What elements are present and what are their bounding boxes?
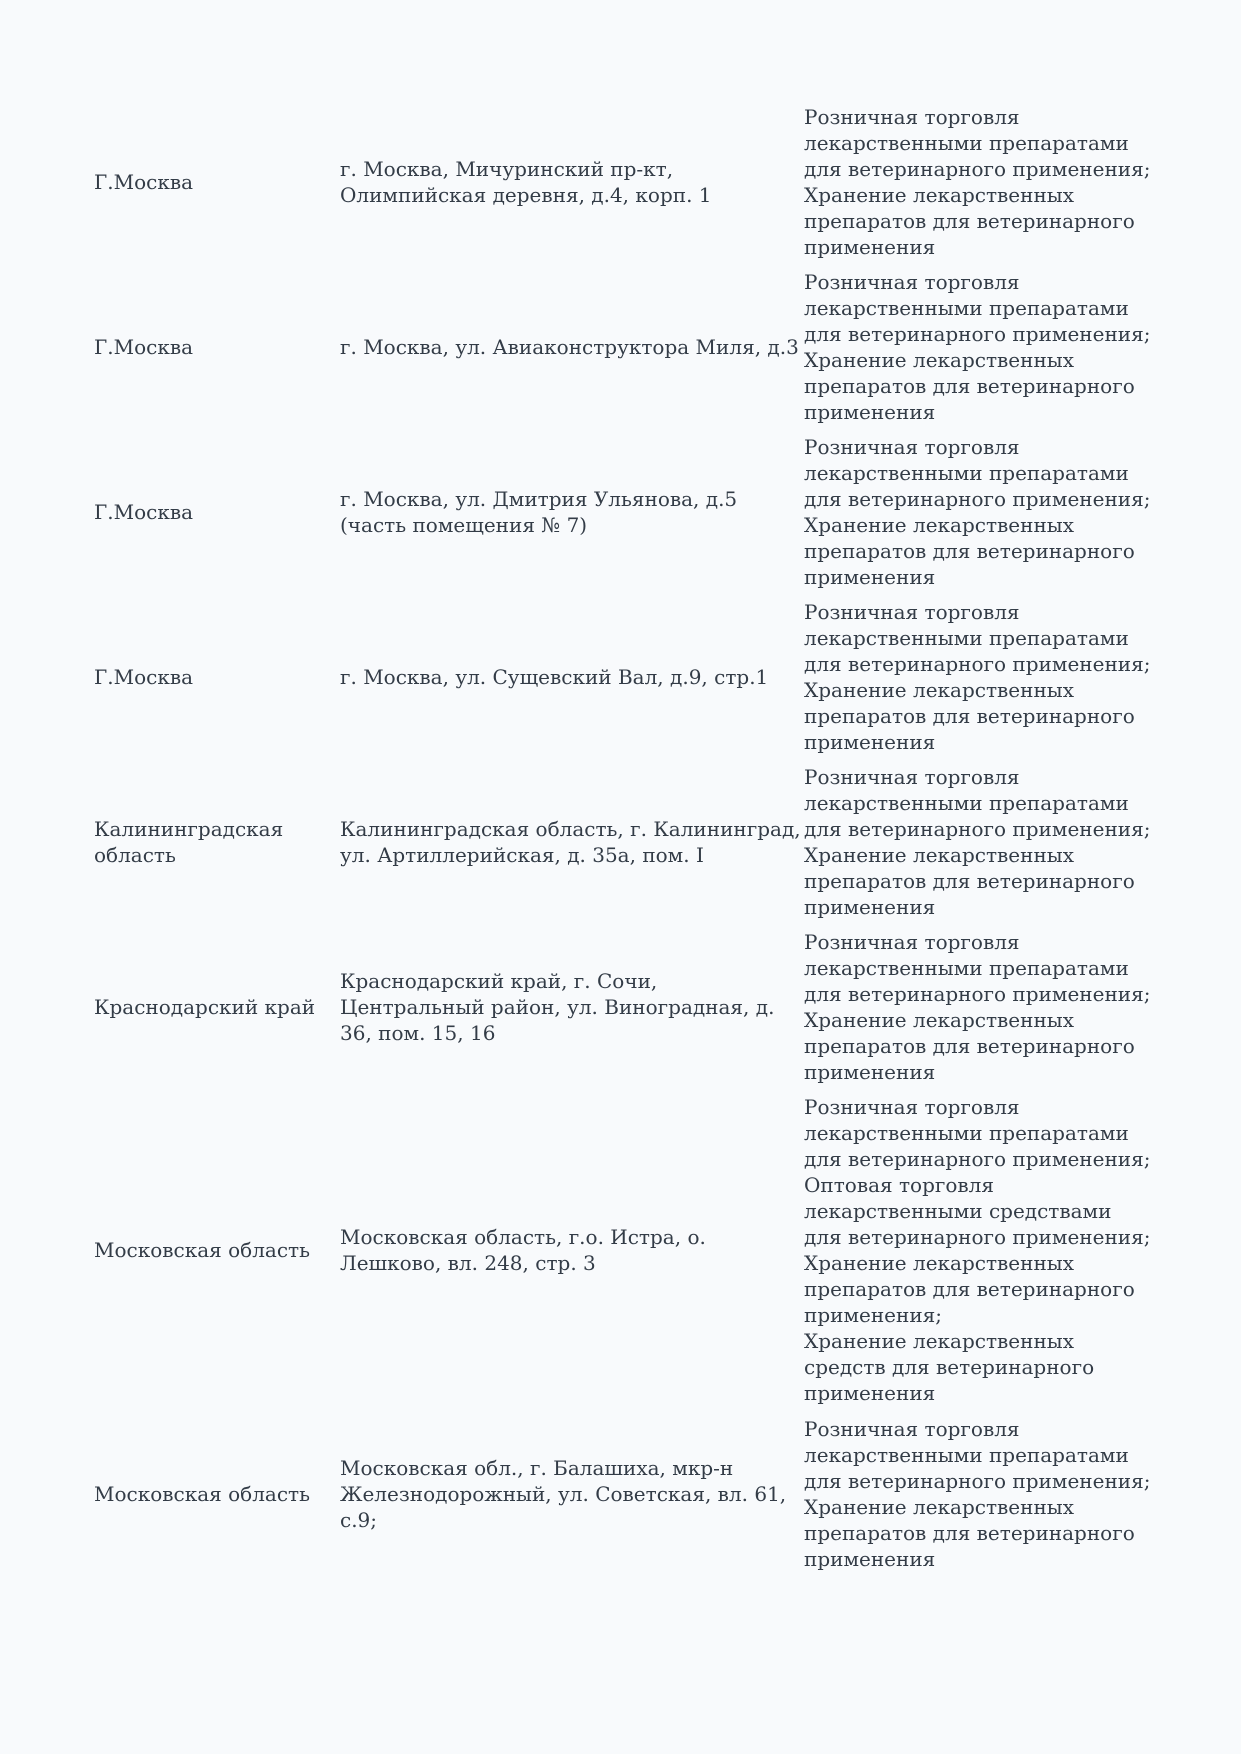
table-row bbox=[94, 1089, 1154, 1411]
region-cell: Г.Москва bbox=[94, 334, 194, 359]
address-cell: Московская обл., г. Балашиха, мкр-н Железнодорожный, ул. Советская, вл. 61, с.9; bbox=[340, 1455, 787, 1532]
activity-cell: Розничная торговля лекарственными препаратами для ветеринарного применения; Хранение лекарственных препаратов для ветеринарного применения bbox=[804, 104, 1151, 259]
address-cell: Калининградская область, г. Калининград, ул. Артиллерийская, д. 35а, пом. I bbox=[340, 816, 801, 867]
region-cell: Г.Москва bbox=[94, 169, 194, 194]
activity-cell: Розничная торговля лекарственными препаратами для ветеринарного применения; Хранение лекарственных препаратов для ветеринарного применения bbox=[804, 929, 1151, 1084]
region-cell: Г.Москва bbox=[94, 664, 194, 689]
address-cell: Краснодарский край, г. Сочи, Центральный район, ул. Виноградная, д. 36, пом. 15, 16 bbox=[340, 968, 775, 1045]
address-cell: г. Москва, ул. Сущевский Вал, д.9, стр.1 bbox=[340, 664, 769, 689]
activity-cell: Розничная торговля лекарственными препаратами для ветеринарного применения; Хранение лекарственных препаратов для ветеринарного применения bbox=[804, 434, 1151, 589]
address-cell: г. Москва, ул. Дмитрия Ульянова, д.5 (часть помещения № 7) bbox=[340, 486, 738, 537]
table-row bbox=[94, 924, 1154, 1089]
table-row bbox=[94, 264, 1154, 429]
licensed-locations-table bbox=[94, 99, 1154, 1576]
activity-cell: Розничная торговля лекарственными препаратами для ветеринарного применения; Оптовая торговля лекарственными средствами для ветеринарного применения; Хранение лекарственных препаратов для ветеринарного применения; Хранение лекарственных средств для ветеринарного применения bbox=[804, 1095, 1151, 1405]
activity-cell: Розничная торговля лекарственными препаратами для ветеринарного применения; Хранение лекарственных препаратов для ветеринарного применения bbox=[804, 764, 1151, 919]
table-row bbox=[94, 429, 1154, 594]
activity-cell: Розничная торговля лекарственными препаратами для ветеринарного применения; Хранение лекарственных препаратов для ветеринарного применения bbox=[804, 1416, 1151, 1571]
region-cell: Г.Москва bbox=[94, 499, 194, 524]
region-cell: Московская область bbox=[94, 1481, 310, 1506]
address-cell: Московская область, г.о. Истра, о. Лешково, вл. 248, стр. 3 bbox=[340, 1225, 706, 1275]
table-row bbox=[94, 1411, 1154, 1576]
address-cell: г. Москва, Мичуринский пр-кт, Олимпийская деревня, д.4, корп. 1 bbox=[340, 156, 712, 207]
table-row bbox=[94, 594, 1154, 759]
region-cell: Калининградская область bbox=[94, 816, 284, 867]
region-cell: Краснодарский край bbox=[94, 994, 316, 1019]
table-row bbox=[94, 759, 1154, 924]
activity-cell: Розничная торговля лекарственными препаратами для ветеринарного применения; Хранение лекарственных препаратов для ветеринарного применения bbox=[804, 269, 1151, 424]
activity-cell: Розничная торговля лекарственными препаратами для ветеринарного применения; Хранение лекарственных препаратов для ветеринарного применения bbox=[804, 599, 1151, 754]
region-cell: Московская область bbox=[94, 1238, 310, 1262]
table-row bbox=[94, 99, 1154, 264]
address-cell: г. Москва, ул. Авиаконструктора Миля, д.3 bbox=[340, 334, 799, 359]
